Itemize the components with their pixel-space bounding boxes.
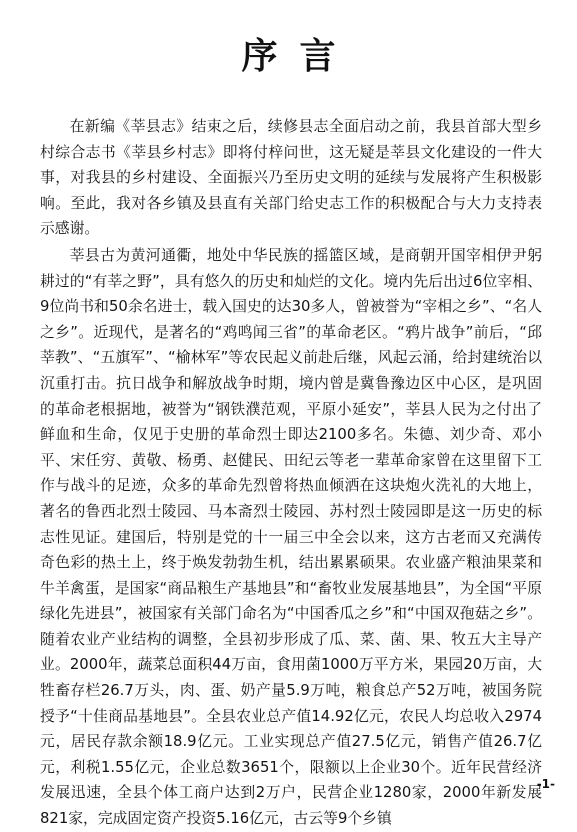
page-number: -1- [536, 777, 555, 791]
body-text [40, 114, 542, 832]
page-title: 序言 [241, 36, 358, 77]
paragraph-2: 莘县古为黄河通衢，地处中华民族的摇篮区域，是商朝开国宰相伊尹躬耕过的“有莘之野”，具有悠久的历史和灿烂的文化。境内先后出过6位宰相、9位尚书和50余名进士，载入国史的达30多人，曾被誉为“宰相之乡”、“名人之乡”。近现代，是著名的“鸡鸣闻三省”的革命老区。“鸦片战争”前后，“邱莘教”、“五旗军”、“榆林军”等农民起义前赴后继，风起云涌，给封建统治以沉重打击。抗日战争和解放战争时期，境内曾是冀鲁豫边区中心区，是巩固的革命老根据地，被誉为“钢铁濮范观，平原小延安”，莘县人民为之付出了鲜血和生命，仅见于史册的革命烈士即达2100多名。朱德、刘少奇、邓小平、宋任穷、黄敬、杨勇、赵健民、田纪云等老一辈革命家曾在这里留下工作与战斗的足迹，众多的革命先烈曾将热血倾洒在这块炮火洗礼的大地上，著名的鲁西北烈士陵园、马本斋烈士陵园、苏村烈士陵园即是这一历史的标志性见证。建国后，特别是党的十一届三中全会以来，这方古老而又充满传奇色彩的热土上，终于焕发勃勃生机，结出累累硕果。农业盛产粮油果菜和牛羊禽蛋，是国家“商品粮生产基地县”和“畜牧业发展基地县”，为全国“平原绿化先进县”，被国家有关部门命名为“中国香瓜之乡”和“中国双孢菇之乡”。随着农业产业结构的调整，全县初步形成了瓜、菜、菌、果、牧五大主导产业。2000年，蔬菜总面积44万亩，食用菌1000万平方米，果园20万亩，大牲畜存栏26.7万头，肉、蛋、奶产量5.9万吨，粮食总产52万吨，被国务院授予“十佳商品基地县”。全县农业总产值14.92亿元，农民人均总收入2974元，居民存款余额18.9亿元。工业实现总产值27.5亿元，销售产值26.7亿元，利税1.55亿元，企业总数3651个，限额以上企业30个。近年民营经济发展迅速，全县个体工商户达到2万户，民营企业1280家，2000年新发展821家，完成固定资产投资5.16亿元，古云等9个乡镇 [40, 246, 542, 828]
paragraph-1: 在新编《莘县志》结束之后，续修县志全面启动之前，我县首部大型乡村综合志书《莘县乡村志》即将付梓问世，这无疑是莘县文化建设的一件大事，对我县的乡村建设、全面振兴乃至历史文明的延续与发展将产生积极影响。至此，我对各乡镇及县直有关部门给史志工作的积极配合与大力支持表示感谢。 [40, 118, 542, 238]
